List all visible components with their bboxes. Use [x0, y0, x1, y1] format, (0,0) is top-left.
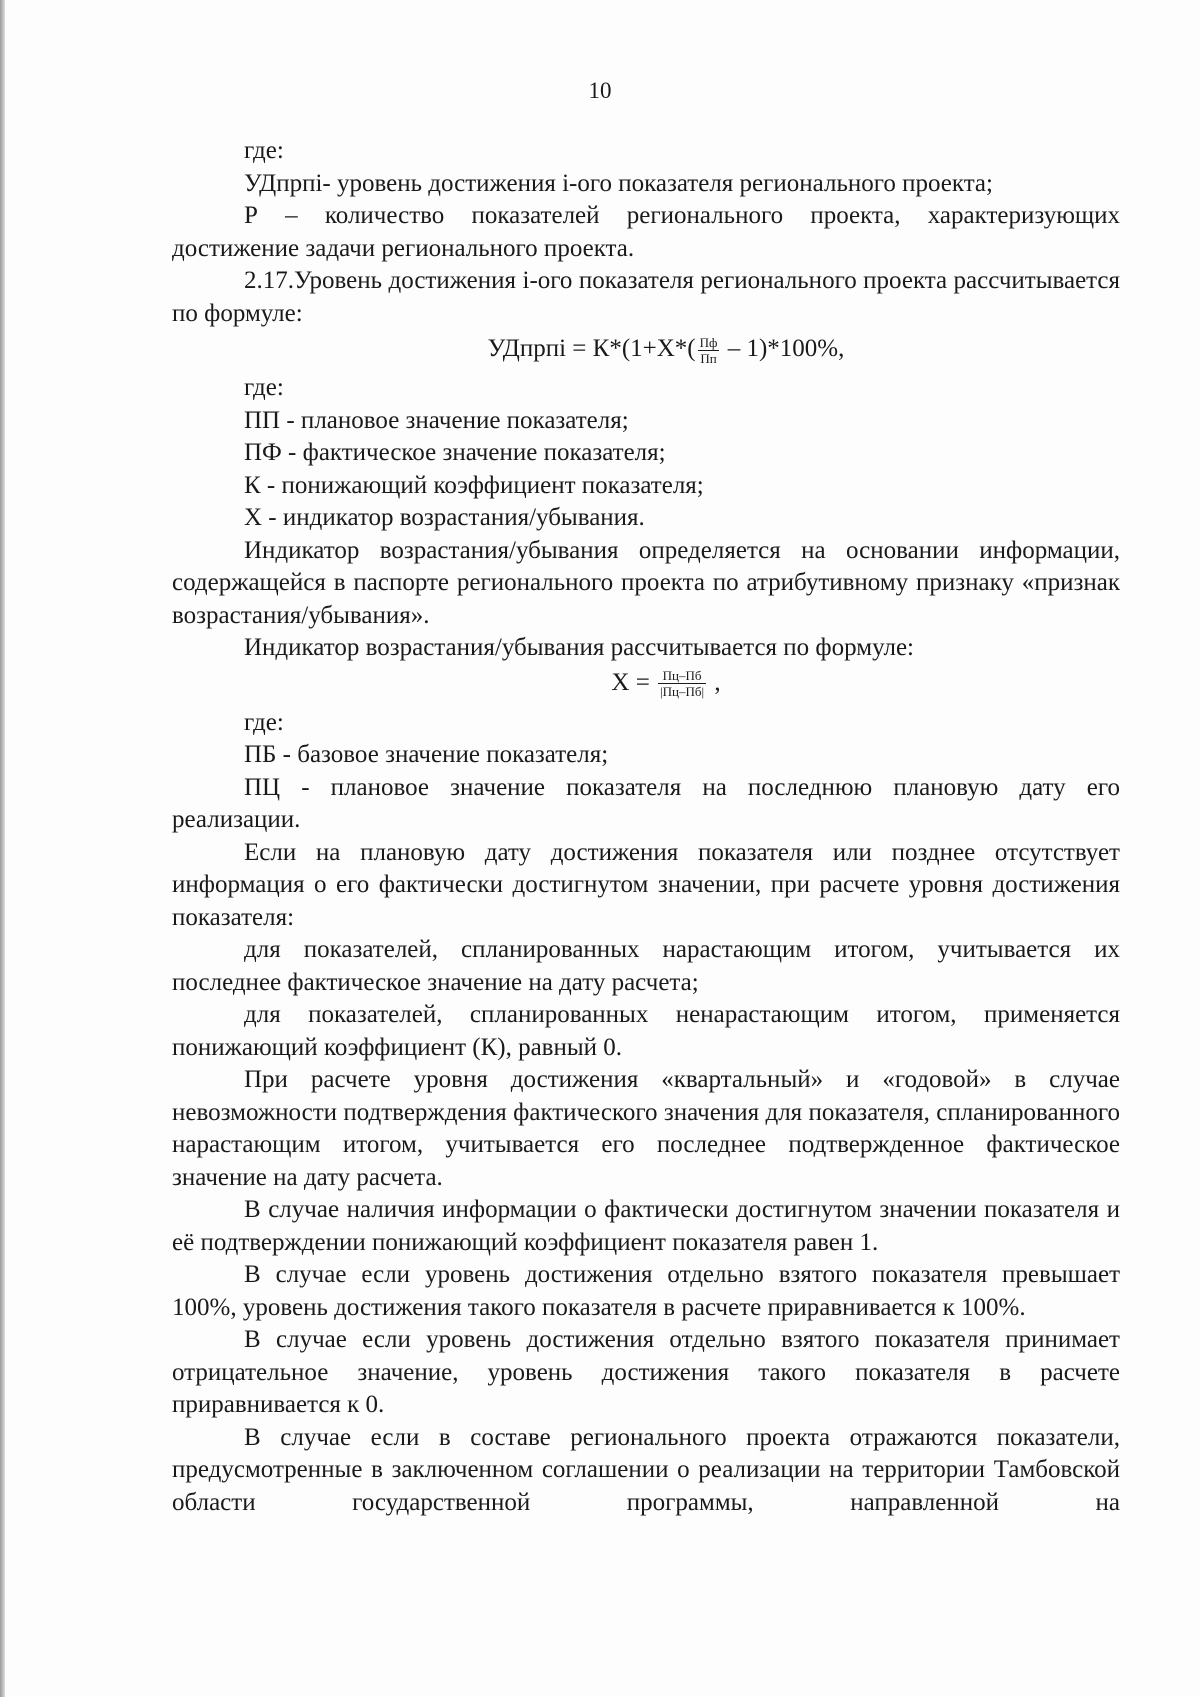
formula1-numerator: Пф	[699, 334, 718, 350]
formula2-lhs: Х =	[611, 668, 657, 696]
paragraph-where-1: где:	[244, 137, 284, 164]
paragraph-def-pb: ПБ - базовое значение показателя;	[244, 741, 609, 768]
paragraph-def-pf: ПФ - фактическое значение показателя;	[244, 439, 666, 466]
paragraph-indicator-source: Индикатор возрастания/убывания определяется на основании информации, содержащейся в паспорте регионального проекта по атрибутивному признаку «признак возрастания/убывания».	[172, 536, 1120, 629]
paragraph-quarterly-annual: При расчете уровня достижения «квартальный» и «годовой» в случае невозможности подтверждения фактического значения для показателя, спланированного нарастающим итогом, учитывается его последнее подтвержденное фактическое значение на дату расчета.	[172, 1066, 1120, 1191]
formula1-lhs: УДпрпi = К*(1+Х*(	[487, 335, 696, 362]
paragraph-negative-value: В случае если уровень достижения отдельно взятого показателя принимает отрицательное значение, уровень достижения такого показателя в расчете приравнивается к 0.	[172, 1326, 1120, 1418]
paragraph-indicator-formula-intro: Индикатор возрастания/убывания рассчитывается по формуле:	[244, 634, 914, 661]
formula-achievement-level	[172, 330, 1120, 372]
formula1-denominator: Пп	[700, 350, 717, 366]
paragraph-confirmed-coefficient: В случае наличия информации о фактически достигнутом значении показателя и её подтверждении понижающий коэффициент показателя равен 1.	[172, 1196, 1120, 1256]
paragraph-cumulative: для показателей, спланированных нарастающим итогом, учитывается их последнее фактическое значение на дату расчета;	[172, 936, 1120, 996]
paragraph-def-udprpi: УДпрпi- уровень достижения i-ого показателя регионального проекта;	[244, 169, 993, 197]
formula1-rhs: – 1)*100%,	[721, 335, 845, 362]
formula1-fraction	[698, 335, 720, 366]
paragraph-agreement: В случае если в составе регионального проекта отражаются показатели, предусмотренные в заключенном соглашении о реализации на территории Тамбовской области государственной программы, направленной на	[172, 1423, 1120, 1516]
scan-edge-shadow	[0, 0, 5, 1697]
paragraph-missing-info: Если на плановую дату достижения показателя или позднее отсутствует информация о его фактически достигнутом значении, при расчете уровня достижения показателя:	[172, 838, 1120, 931]
formula-growth-indicator	[172, 665, 1120, 707]
paragraph-def-pc: ПЦ - плановое значение показателя на последнюю плановую дату его реализации.	[172, 773, 1120, 833]
paragraph-def-k: К - понижающий коэффициент показателя;	[244, 471, 704, 499]
paragraph-def-pp: ПП - плановое значение показателя;	[244, 406, 629, 434]
formula2-numerator: Пц–Пб	[658, 668, 706, 684]
page-number: 10	[588, 78, 612, 103]
formula2-fraction	[658, 668, 706, 699]
paragraph-def-x: Х - индикатор возрастания/убывания.	[244, 504, 645, 531]
formula2-rhs: ,	[708, 668, 721, 696]
formula2-denominator: |Пц–Пб|	[660, 684, 705, 700]
paragraph-exceeds-100: В случае если уровень достижения отдельно взятого показателя превышает 100%, уровень достижения такого показателя в расчете приравнивается к 100%.	[172, 1261, 1120, 1321]
document-body	[172, 135, 1120, 1519]
paragraph-2-17: 2.17.Уровень достижения i-ого показателя регионального проекта рассчитывается по формуле:	[172, 267, 1120, 327]
paragraph-def-p: Р – количество показателей регионального проекта, характеризующих достижение задачи регионального проекта.	[172, 202, 1120, 262]
paragraph-non-cumulative: для показателей, спланированных ненарастающим итогом, применяется понижающий коэффициент (К), равный 0.	[172, 1001, 1120, 1061]
paragraph-where-3: где:	[244, 708, 284, 736]
paragraph-where-2: где:	[244, 374, 284, 401]
